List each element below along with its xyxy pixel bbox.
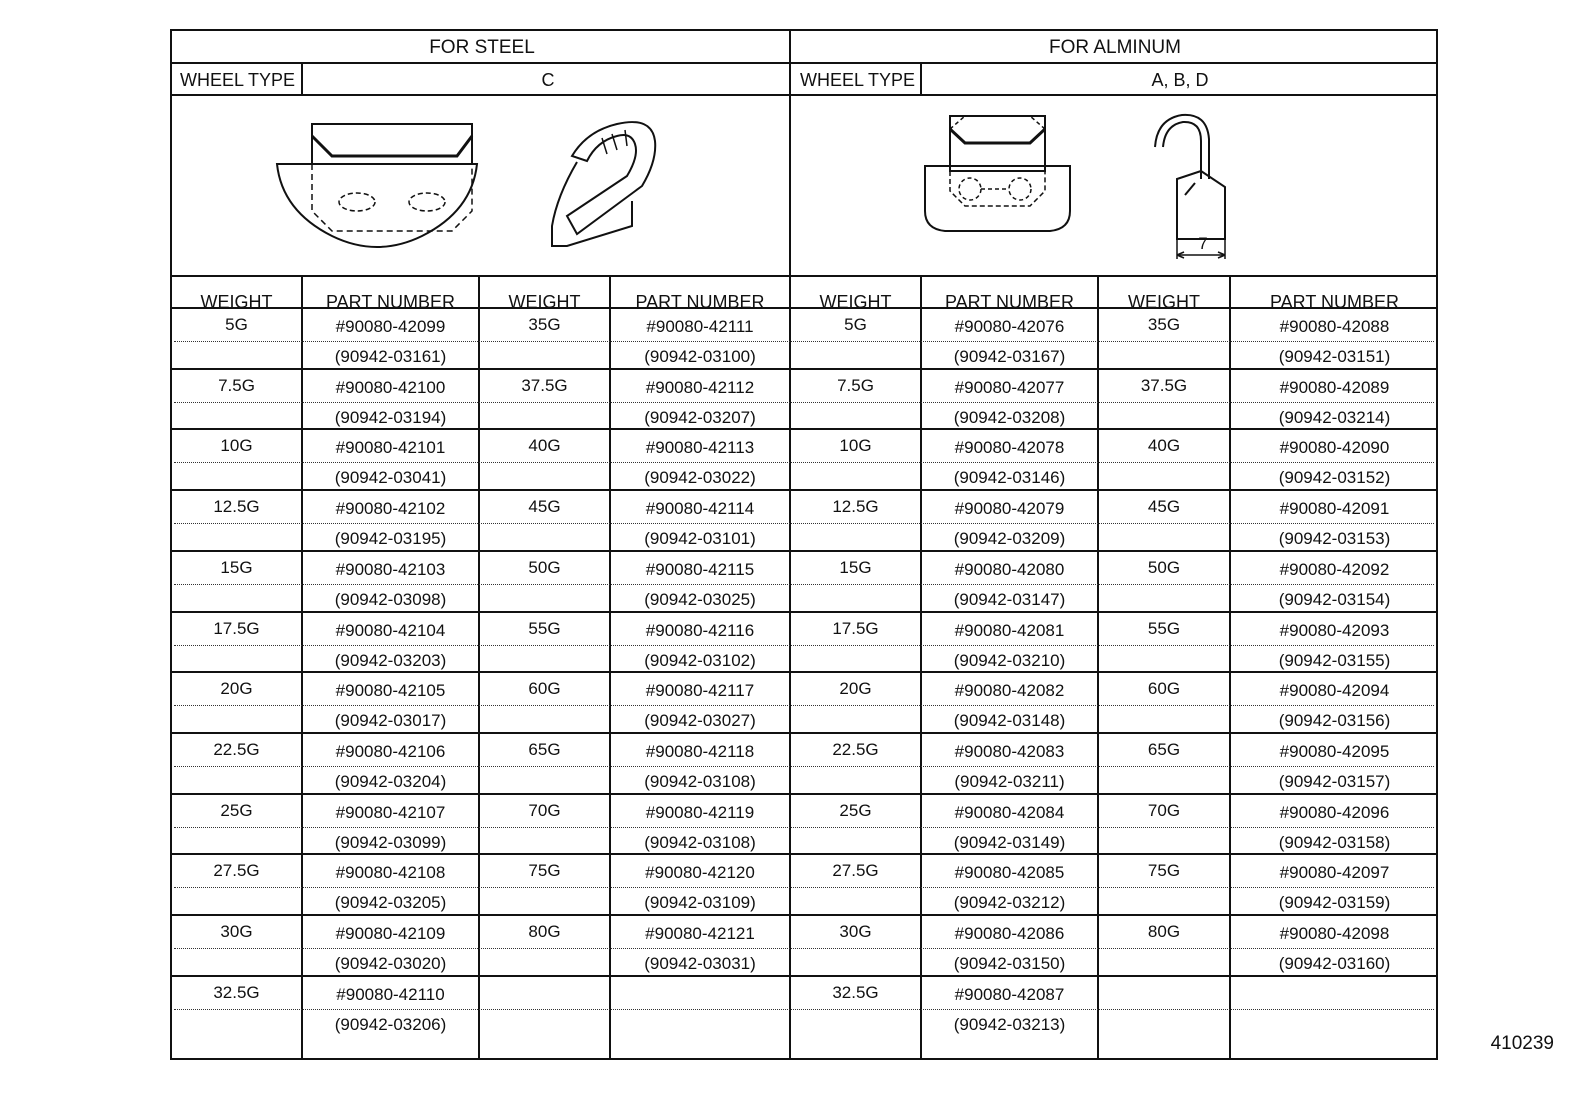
weight-cell: 45G — [1147, 497, 1181, 517]
weight-cell: 40G — [1147, 436, 1181, 456]
alt-part-number-cell: (90942-03210) — [953, 650, 1066, 670]
alt-part-number-cell: (90942-03204) — [334, 771, 447, 791]
header-divider — [172, 62, 1436, 64]
weight-cell: 37.5G — [1140, 375, 1188, 395]
part-number-cell: #90080-42115 — [645, 559, 755, 579]
row-dotted-divider — [174, 523, 1434, 524]
weight-cell: 55G — [528, 618, 561, 638]
alt-part-number-cell: (90942-03156) — [1278, 711, 1391, 731]
part-number-cell: #90080-42121 — [645, 924, 755, 943]
steel-weight-front-illustration — [272, 116, 482, 261]
alt-part-number-cell: (90942-03146) — [953, 468, 1066, 488]
part-number-cell: #90080-42083 — [954, 741, 1065, 761]
alt-part-number-cell: (90942-03017) — [334, 711, 447, 731]
part-number-cell: #90080-42096 — [1279, 802, 1390, 822]
alt-part-number-cell: (90942-03148) — [953, 711, 1066, 731]
weight-cell: 70G — [1147, 800, 1181, 820]
part-number-cell: #90080-42090 — [1279, 438, 1390, 458]
weight-cell: 75G — [1147, 861, 1181, 881]
part-number-cell: #90080-42101 — [335, 438, 446, 458]
weight-cell: 70G — [528, 800, 561, 820]
alt-part-number-cell: (90942-03208) — [953, 407, 1066, 427]
row-dotted-divider — [174, 827, 1434, 828]
part-number-cell: #90080-42103 — [335, 559, 446, 579]
aluminum-wheel-type-label: WHEEL TYPE — [800, 70, 916, 90]
weight-cell: 20G — [839, 679, 872, 699]
alt-part-number-cell: (90942-03153) — [1278, 529, 1391, 549]
alt-part-number-cell: (90942-03020) — [334, 954, 447, 973]
weight-cell: 32.5G — [832, 982, 879, 1002]
part-number-cell: #90080-42109 — [335, 924, 446, 943]
alt-part-number-cell: (90942-03149) — [953, 832, 1066, 852]
part-number-cell: #90080-42099 — [335, 317, 446, 336]
aluminum-weight-front-illustration — [920, 111, 1080, 241]
part-number-cell: #90080-42082 — [954, 681, 1065, 701]
weight-cell: 75G — [528, 861, 561, 881]
weight-cell: 7.5G — [218, 375, 255, 395]
alt-part-number-cell: (90942-03161) — [334, 347, 447, 366]
part-number-cell: #90080-42102 — [335, 499, 446, 519]
weight-cell: 7.5G — [837, 375, 874, 395]
row-dotted-divider — [174, 402, 1434, 403]
weight-cell: 65G — [1147, 739, 1181, 759]
weight-cell: 5G — [225, 315, 248, 334]
wheel-weight-parts-table — [170, 29, 1438, 1060]
alt-part-number-cell: (90942-03102) — [644, 650, 756, 670]
weight-cell: 50G — [1147, 557, 1181, 577]
weight-cell: 80G — [528, 922, 561, 941]
weight-cell: 17.5G — [832, 618, 879, 638]
weight-cell: 35G — [1147, 315, 1181, 334]
weight-cell: 45G — [528, 497, 561, 517]
part-number-cell: #90080-42088 — [1279, 317, 1390, 336]
alt-part-number-cell: (90942-03211) — [954, 771, 1065, 791]
weight-cell: 25G — [839, 800, 872, 820]
alt-part-number-cell: (90942-03194) — [334, 407, 447, 427]
alt-part-number-cell: (90942-03167) — [953, 347, 1066, 366]
col-weight: WEIGHT — [1128, 292, 1200, 312]
part-number-cell: #90080-42094 — [1279, 681, 1390, 701]
row-divider — [172, 732, 1436, 734]
part-number-cell: #90080-42118 — [645, 741, 755, 761]
row-dotted-divider — [174, 705, 1434, 706]
alt-part-number-cell: (90942-03150) — [953, 954, 1066, 973]
weight-cell: 27.5G — [832, 861, 879, 881]
part-number-cell: #90080-42085 — [954, 863, 1065, 883]
part-number-cell: #90080-42119 — [645, 802, 755, 822]
col-part-number: PART NUMBER — [635, 292, 765, 312]
alt-part-number-cell: (90942-03154) — [1278, 589, 1391, 609]
alt-part-number-cell: (90942-03213) — [953, 1014, 1066, 1034]
alt-part-number-cell: (90942-03195) — [334, 529, 447, 549]
part-number-cell: #90080-42093 — [1279, 620, 1390, 640]
wheel-type-sep-steel — [301, 63, 303, 95]
row-dotted-divider — [174, 887, 1434, 888]
aluminum-wheel-type-value: A, B, D — [1151, 70, 1209, 90]
part-number-cell: #90080-42112 — [645, 377, 755, 397]
alt-part-number-cell: (90942-03108) — [644, 832, 756, 852]
weight-cell: 65G — [528, 739, 561, 759]
col-weight: WEIGHT — [508, 292, 581, 312]
steel-wheel-type-value: C — [541, 70, 555, 90]
row-divider — [172, 975, 1436, 977]
weight-cell: 55G — [1147, 618, 1181, 638]
part-number-cell: #90080-42105 — [335, 681, 446, 701]
part-number-cell: #90080-42076 — [954, 317, 1065, 336]
alt-part-number-cell: (90942-03212) — [953, 893, 1066, 913]
part-number-cell: #90080-42120 — [645, 863, 755, 883]
part-number-cell: #90080-42089 — [1279, 377, 1390, 397]
part-number-cell: #90080-42114 — [645, 499, 755, 519]
part-number-cell: #90080-42080 — [954, 559, 1065, 579]
col-part-number: PART NUMBER — [1269, 292, 1400, 312]
row-dotted-divider — [174, 584, 1434, 585]
alt-part-number-cell: (90942-03206) — [334, 1014, 447, 1034]
part-number-cell: #90080-42091 — [1279, 499, 1390, 519]
alt-part-number-cell: (90942-03159) — [1278, 893, 1391, 913]
row-dotted-divider — [174, 766, 1434, 767]
weight-cell: 60G — [1147, 679, 1181, 699]
col-weight: WEIGHT — [200, 292, 273, 312]
part-number-cell: #90080-42095 — [1279, 741, 1390, 761]
part-number-cell: #90080-42117 — [645, 681, 755, 701]
alt-part-number-cell: (90942-03151) — [1278, 347, 1391, 366]
weight-cell: 17.5G — [213, 618, 260, 638]
part-number-cell: #90080-42078 — [954, 438, 1065, 458]
col-part-number: PART NUMBER — [944, 292, 1075, 312]
row-dotted-divider — [174, 1009, 1434, 1010]
alt-part-number-cell: (90942-03022) — [644, 468, 756, 488]
part-number-cell: #90080-42107 — [335, 802, 446, 822]
part-number-cell: #90080-42086 — [954, 924, 1065, 943]
row-divider — [172, 550, 1436, 552]
weight-cell: 10G — [839, 436, 872, 456]
part-number-cell: #90080-42079 — [954, 499, 1065, 519]
illustration-divider — [172, 275, 1436, 277]
document-id: 410239 — [1490, 1033, 1554, 1054]
part-number-cell: #90080-42113 — [645, 438, 755, 458]
row-dotted-divider — [174, 645, 1434, 646]
weight-cell: 35G — [528, 315, 561, 334]
row-divider — [172, 368, 1436, 370]
dimension-label: 7 — [1198, 234, 1208, 253]
weight-cell: 22.5G — [832, 739, 879, 759]
wheel-type-divider — [172, 94, 1436, 96]
alt-part-number-cell: (90942-03155) — [1278, 650, 1391, 670]
alt-part-number-cell: (90942-03209) — [953, 529, 1066, 549]
alt-part-number-cell: (90942-03160) — [1278, 954, 1391, 973]
col-part-number: PART NUMBER — [325, 292, 456, 312]
weight-cell: 10G — [220, 436, 253, 456]
weight-cell: 60G — [528, 679, 561, 699]
weight-cell: 25G — [220, 800, 253, 820]
alt-part-number-cell: (90942-03027) — [644, 711, 756, 731]
row-divider — [172, 853, 1436, 855]
aluminum-section-title: FOR ALMINUM — [1049, 37, 1181, 58]
wheel-type-sep-alum — [920, 63, 922, 95]
steel-wheel-type-label: WHEEL TYPE — [180, 70, 296, 90]
alt-part-number-cell: (90942-03157) — [1278, 771, 1391, 791]
row-divider — [172, 428, 1436, 430]
row-divider — [172, 914, 1436, 916]
weight-cell: 27.5G — [213, 861, 260, 881]
part-number-cell: #90080-42100 — [335, 377, 446, 397]
weight-cell: 30G — [220, 922, 253, 941]
part-number-cell: #90080-42097 — [1279, 863, 1390, 883]
part-number-cell: #90080-42108 — [335, 863, 446, 883]
part-number-cell: #90080-42116 — [645, 620, 755, 640]
section-divider — [789, 31, 791, 1058]
alt-part-number-cell: (90942-03108) — [644, 771, 756, 791]
weight-cell: 12.5G — [832, 497, 879, 517]
weight-cell: 30G — [839, 922, 872, 941]
steel-section-title: FOR STEEL — [429, 37, 535, 58]
row-dotted-divider — [174, 341, 1434, 342]
weight-cell: 12.5G — [213, 497, 260, 517]
weight-cell: 37.5G — [521, 375, 568, 395]
weight-cell: 15G — [839, 557, 872, 577]
part-number-cell: #90080-42077 — [954, 377, 1065, 397]
weight-cell: 50G — [528, 557, 561, 577]
part-number-cell: #90080-42087 — [954, 984, 1065, 1004]
alt-part-number-cell: (90942-03158) — [1278, 832, 1391, 852]
alt-part-number-cell: (90942-03109) — [644, 893, 756, 913]
alt-part-number-cell: (90942-03101) — [644, 529, 756, 549]
alt-part-number-cell: (90942-03203) — [334, 650, 447, 670]
alt-part-number-cell: (90942-03098) — [334, 589, 447, 609]
part-number-cell: #90080-42111 — [646, 317, 754, 336]
part-number-cell: #90080-42081 — [954, 620, 1065, 640]
part-number-cell: #90080-42110 — [336, 984, 445, 1004]
row-dotted-divider — [174, 462, 1434, 463]
part-number-cell: #90080-42104 — [335, 620, 446, 640]
part-number-cell: #90080-42098 — [1279, 924, 1390, 943]
row-divider — [172, 489, 1436, 491]
weight-cell: 20G — [220, 679, 253, 699]
weight-cell: 22.5G — [213, 739, 260, 759]
weight-cell: 15G — [220, 557, 253, 577]
alt-part-number-cell: (90942-03031) — [644, 954, 756, 973]
part-number-cell: #90080-42084 — [954, 802, 1065, 822]
alt-part-number-cell: (90942-03099) — [334, 832, 447, 852]
part-number-cell: #90080-42092 — [1279, 559, 1390, 579]
alt-part-number-cell: (90942-03207) — [644, 407, 756, 427]
weight-cell: 40G — [528, 436, 561, 456]
row-divider — [172, 671, 1436, 673]
col-weight: WEIGHT — [819, 292, 892, 312]
part-number-cell: #90080-42106 — [335, 741, 446, 761]
alt-part-number-cell: (90942-03100) — [644, 347, 756, 366]
weight-cell: 5G — [844, 315, 867, 334]
alt-part-number-cell: (90942-03041) — [334, 468, 447, 488]
weight-cell: 80G — [1147, 922, 1181, 941]
alt-part-number-cell: (90942-03205) — [334, 893, 447, 913]
weight-cell: 32.5G — [213, 982, 260, 1002]
alt-part-number-cell: (90942-03152) — [1278, 468, 1391, 488]
alt-part-number-cell: (90942-03025) — [644, 589, 756, 609]
alt-part-number-cell: (90942-03214) — [1278, 407, 1391, 427]
row-dotted-divider — [174, 948, 1434, 949]
steel-weight-side-illustration — [547, 116, 662, 251]
row-divider — [172, 611, 1436, 613]
alt-part-number-cell: (90942-03147) — [953, 589, 1066, 609]
row-divider — [172, 793, 1436, 795]
